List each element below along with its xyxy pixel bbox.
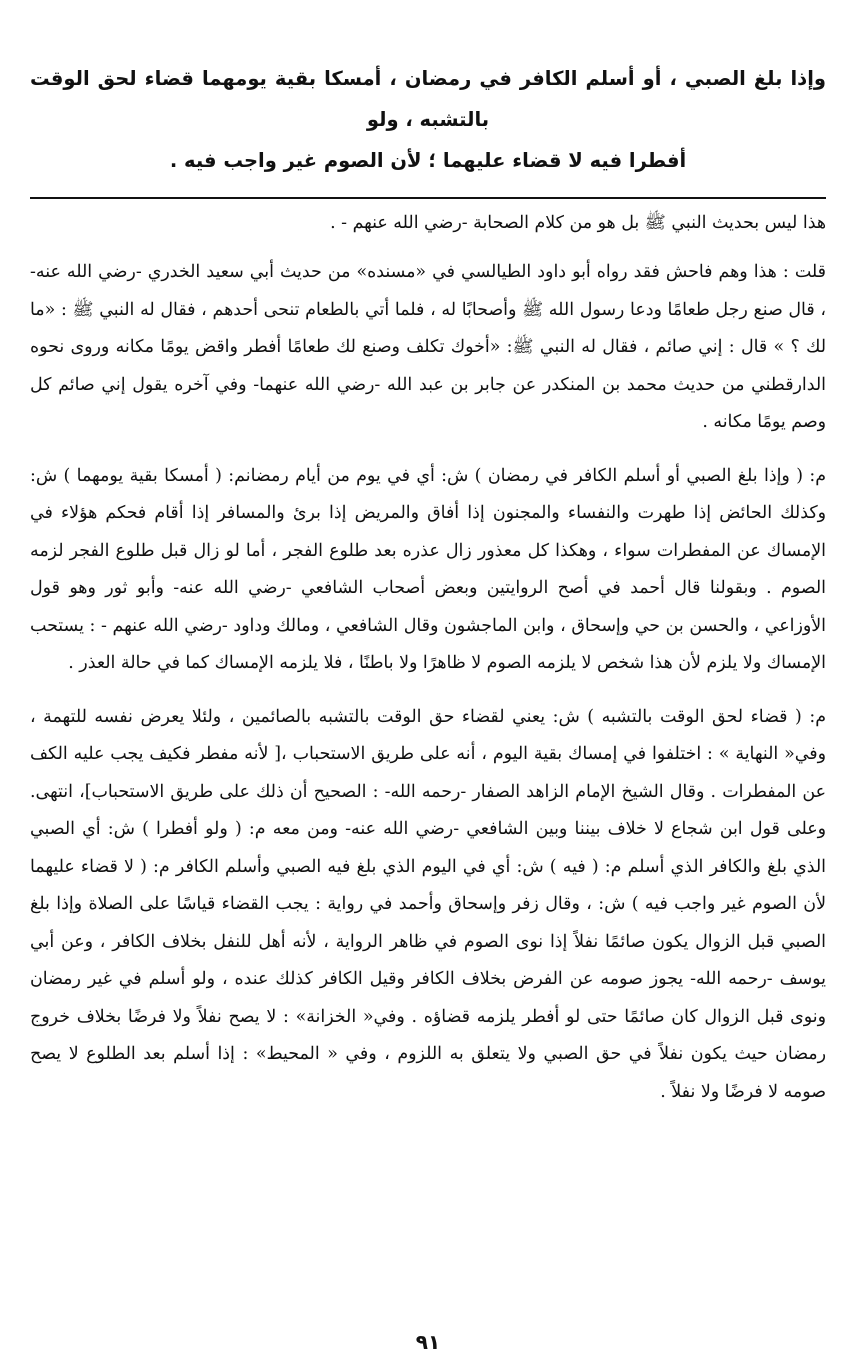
main-text-line: وإذا بلغ الصبي ، أو أسلم الكافر في رمضان ، أمسكا بقية يومهما قضاء لحق الوقت بالتشبه ، ولو [30,67,826,131]
commentary-paragraph: قلت : هذا وهم فاحش فقد رواه أبو داود الطيالسي في «مسنده» من حديث أبي سعيد الخدري -رضي الله عنه- ، قال صنع رجل طعامًا ودعا رسول الله ﷺ وأصحابًا له ، فلما أتي بالطعام تنحى أحدهم ، فقال له النبي ﷺ : «ما لك ؟ » قال : إني صائم ، فقال له النبي ﷺ: «أخوك تكلف وصنع لك طعامًا أفطر واقض يومًا مكانه وروى نحوه الدارقطني من حديث محمد بن المنكدر عن جابر بن عبد الله -رضي الله عنهما- وفي آخره يقول إني صائم كل وصم يومًا مكانه . [30,262,826,432]
separator-rule [30,197,826,199]
page-content [30,58,826,1111]
commentary-paragraph: م: ( قضاء لحق الوقت بالتشبه ) ش: يعني لقضاء حق الوقت بالتشبه بالصائمين ، ولئلا يعرض نفسه للتهمة ، وفي« النهاية » : اختلفوا في إمساك بقية اليوم ، أنه على طريق الاستحباب ،[ لأنه مفطر فكيف يجب عليه الكف عن المفطرات . وقال الشيخ الإمام الزاهد الصفار -رحمه الله- : الصحيح أن ذلك على طريق الاستحباب]، انتهى. وعلى قول ابن شجاع لا خلاف بيننا وبين الشافعي -رضي الله عنه- ومن معه م: ( ولو أفطرا ) ش: أي الصبي الذي بلغ والكافر الذي أسلم م: ( فيه ) ش: أي في اليوم الذي بلغ فيه الصبي وأسلم الكافر م: ( لا قضاء عليهما لأن الصوم غير واجب فيه ) ش: ، وقال زفر وإسحاق وأحمد في رواية : يجب القضاء قياسًا على الصلاة وإذا بلغ الصبي قبل الزوال يكون صائمًا نفلاً إذا نوى الصوم في ظاهر الرواية ، لأنه أهل للنفل بخلاف الكافر ، وعن أبي يوسف -رحمه الله- يجوز صومه عن الفرض بخلاف الكافر وقيل الكافر كذلك عنده ، ولو أسلم في غير رمضان ونوى قبل الزوال كان صائمًا حتى لو أفطر يلزمه قضاؤه . وفي« الخزانة» : لا يصح نفلاً ولا فرضًا بخلاف خروج رمضان حيث يكون نفلاً في حق الصبي ولا يتعلق به اللزوم ، وفي « المحيط» : إذا أسلم بعد الطلوع لا يصح صومه لا فرضًا ولا نفلاً . [30,706,826,1102]
main-text [30,58,826,181]
commentary-paragraph: م: ( وإذا بلغ الصبي أو أسلم الكافر في رمضان ) ش: أي في يوم من أيام رمضانم: ( أمسكا بقية يومهما ) ش: وكذلك الحائض إذا طهرت والنفساء والمجنون إذا أفاق والمريض إذا برئ والمسافر إذا أقام فحكم هؤلاء في الإمساك عن المفطرات سواء ، وهكذا كل معذور زال عذره بعد طلوع الفجر ، أما لو زال قبل طلوع الفجر لزمه الصوم . وبقولنا قال أحمد في أصح الروايتين وبعض أصحاب الشافعي -رضي الله عنه- وأبو ثور وهو قول الأوزاعي ، والحسن بن حي وإسحاق ، وابن الماجشون وقال الشافعي ، ومالك وداود -رضي الله عنهم - : يستحب الإمساك ولا يلزم لأن هذا شخص لا يلزمه الصوم لا ظاهرًا ولا باطنًا ، فلا يلزمه الإمساك كما في حالة العذر . [30,465,826,673]
main-text-line: أفطرا فيه لا قضاء عليهما ؛ لأن الصوم غير واجب فيه . [169,149,687,172]
page-number: ٩١ [415,1330,441,1354]
commentary-note: هذا ليس بحديث النبي ﷺ بل هو من كلام الصحابة -رضي الله عنهم - . [330,213,826,233]
